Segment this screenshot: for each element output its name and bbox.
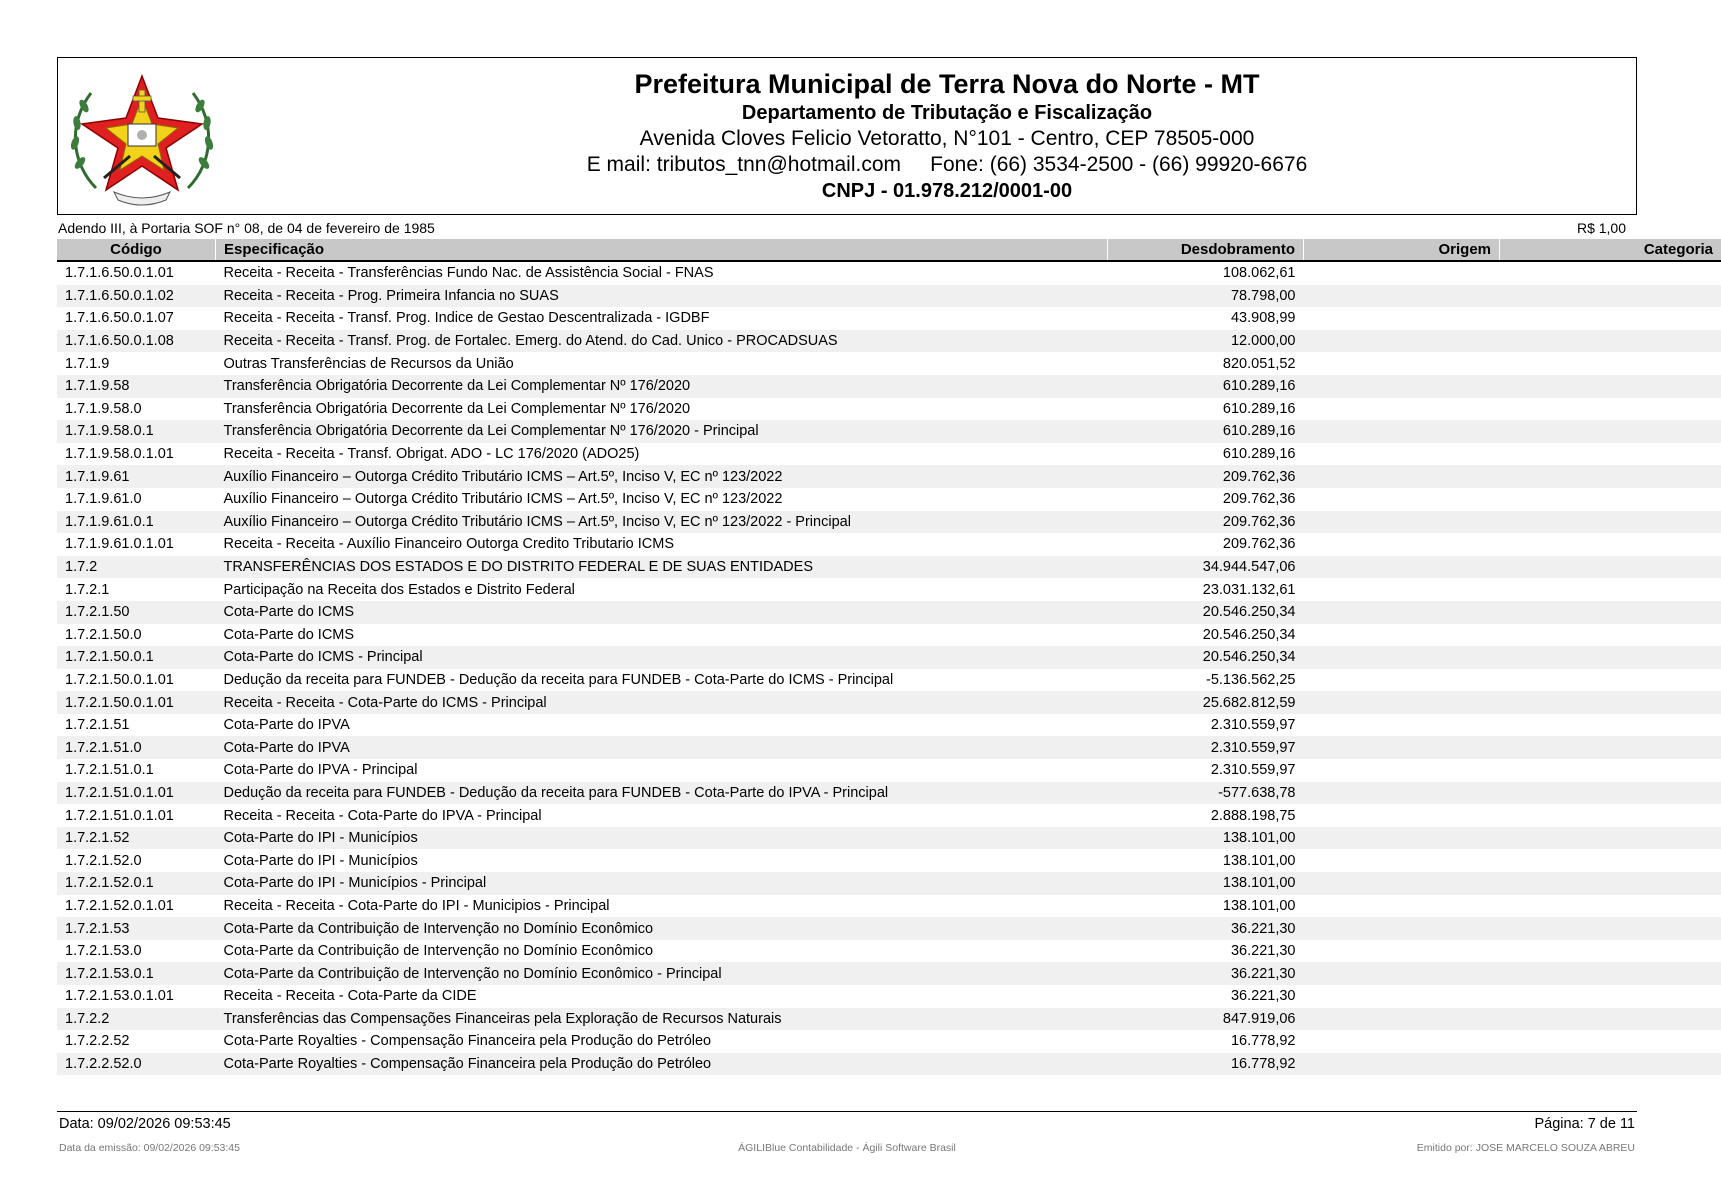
- cell-categoria: [1500, 940, 1721, 963]
- cell-especificacao: Auxílio Financeiro – Outorga Crédito Tributário ICMS – Art.5º, Inciso V, EC nº 123/2022: [223, 491, 783, 508]
- report-header: [57, 57, 1637, 215]
- cell-codigo: 1.7.2: [57, 556, 216, 579]
- cell-categoria: [1500, 895, 1721, 918]
- cell-desdobramento: 138.101,00: [1222, 852, 1296, 869]
- cell-codigo: 1.7.2.1.52.0: [65, 852, 142, 869]
- cell-categoria: [1500, 917, 1721, 940]
- cell-desdobramento: 138.101,00: [1108, 872, 1304, 895]
- cell-desdobramento: 847.919,06: [1108, 1008, 1304, 1031]
- table-row: [57, 917, 1721, 940]
- cell-desdobramento: 209.762,36: [1222, 536, 1296, 553]
- cell-especificacao: Cota-Parte do IPI - Municípios: [223, 852, 418, 869]
- cell-codigo: 1.7.1.9.58.0.1.01: [65, 446, 174, 463]
- cell-origem: [1304, 420, 1500, 443]
- cell-especificacao: Auxílio Financeiro – Outorga Crédito Tributário ICMS – Art.5º, Inciso V, EC nº 123/2022 - Principal: [216, 511, 1108, 534]
- cell-desdobramento: 610.289,16: [1108, 420, 1304, 443]
- cell-codigo: 1.7.1.9.58.0: [65, 400, 142, 417]
- table-row: [57, 1030, 1721, 1053]
- cell-origem: [1304, 827, 1500, 850]
- cell-especificacao: Receita - Receita - Cota-Parte do IPVA - Principal: [223, 807, 542, 824]
- cell-codigo: 1.7.1.6.50.0.1.02: [57, 285, 216, 308]
- cnpj-line: CNPJ - 01.978.212/0001-00: [821, 180, 1073, 202]
- cell-origem: [1304, 488, 1500, 511]
- cell-especificacao: Transferência Obrigatória Decorrente da Lei Complementar Nº 176/2020: [223, 400, 691, 417]
- table-row: [57, 511, 1721, 534]
- cell-categoria: [1500, 488, 1721, 511]
- cell-origem: [1304, 307, 1500, 330]
- cell-codigo: 1.7.2.1.53.0.1: [57, 962, 216, 985]
- cell-origem: [1304, 736, 1500, 759]
- cell-especificacao: Cota-Parte do ICMS: [223, 626, 355, 643]
- cell-origem: [1304, 511, 1500, 534]
- cell-origem: [1304, 601, 1500, 624]
- table-row: [57, 1008, 1721, 1031]
- cell-categoria: [1500, 285, 1721, 308]
- cell-origem: [1304, 691, 1500, 714]
- cell-desdobramento: 20.546.250,34: [1108, 601, 1304, 624]
- cell-origem: [1304, 1008, 1500, 1031]
- revenue-table: [57, 239, 1721, 1075]
- cell-especificacao: Receita - Receita - Cota-Parte do IPI - Municipios - Principal: [223, 897, 610, 914]
- cell-desdobramento: 610.289,16: [1222, 446, 1296, 463]
- cell-codigo: 1.7.1.6.50.0.1.01: [65, 265, 174, 282]
- cell-codigo: 1.7.1.6.50.0.1.07: [65, 310, 174, 327]
- cell-origem: [1304, 398, 1500, 421]
- table-row: [57, 285, 1721, 308]
- cell-codigo: 1.7.2.2.52.0: [57, 1053, 216, 1076]
- cell-especificacao: Receita - Receita - Transf. Prog. de Fortalec. Emerg. do Atend. do Cad. Unico - PROCADSUAS: [216, 330, 1108, 353]
- cell-especificacao: Cota-Parte do IPVA: [223, 717, 350, 734]
- cell-especificacao: Receita - Receita - Transferências Fundo Nac. de Assistência Social - FNAS: [223, 265, 714, 282]
- cell-codigo: 1.7.1.9.61.0.1: [57, 511, 216, 534]
- cell-categoria: [1500, 556, 1721, 579]
- cell-categoria: [1500, 375, 1721, 398]
- cell-especificacao: Cota-Parte da Contribuição de Intervenção no Domínio Econômico: [216, 917, 1108, 940]
- currency-unit: R$ 1,00: [1576, 220, 1626, 236]
- table-row: [57, 261, 1721, 285]
- cell-codigo: 1.7.2.1.50: [57, 601, 216, 624]
- cell-especificacao: Transferências das Compensações Financeiras pela Exploração de Recursos Naturais: [216, 1008, 1108, 1031]
- table-row: [57, 669, 1721, 692]
- cell-codigo: 1.7.2.1.50.0: [65, 626, 142, 643]
- cell-origem: [1304, 849, 1500, 872]
- legal-reference: Adendo III, à Portaria SOF n° 08, de 04 de fevereiro de 1985: [58, 220, 435, 236]
- cell-especificacao: Outras Transferências de Recursos da União: [223, 355, 514, 372]
- cell-origem: [1304, 285, 1500, 308]
- cell-codigo: 1.7.1.9: [65, 355, 110, 372]
- table-row: [57, 556, 1721, 579]
- table-row: [57, 736, 1721, 759]
- cell-origem: [1304, 714, 1500, 737]
- table-row: [57, 646, 1721, 669]
- page-footer: [57, 1111, 1637, 1134]
- cell-origem: [1304, 940, 1500, 963]
- cell-origem: [1304, 261, 1500, 285]
- column-header-especificacao: Especificação: [216, 239, 1108, 261]
- software-credit: ÁGILIBlue Contabilidade - Ágili Software Brasil: [738, 1142, 956, 1154]
- table-row: [57, 962, 1721, 985]
- table-row: [57, 714, 1721, 737]
- cell-categoria: [1500, 1030, 1721, 1053]
- cell-codigo: 1.7.2.1.50.0.1.01: [65, 671, 174, 688]
- table-row: [57, 601, 1721, 624]
- cell-desdobramento: 209.762,36: [1222, 491, 1296, 508]
- cell-desdobramento: -577.638,78: [1108, 782, 1304, 805]
- cell-desdobramento: 36.221,30: [1230, 988, 1296, 1005]
- cell-desdobramento: 78.798,00: [1108, 285, 1304, 308]
- table-row: [57, 940, 1721, 963]
- department-name: Departamento de Tributação e Fiscalização: [741, 102, 1153, 124]
- cell-origem: [1304, 962, 1500, 985]
- report-subheader: [58, 219, 1626, 237]
- cell-categoria: [1500, 624, 1721, 647]
- cell-codigo: 1.7.1.9.58: [57, 375, 216, 398]
- cell-desdobramento: 20.546.250,34: [1108, 646, 1304, 669]
- table-row: [57, 872, 1721, 895]
- cell-origem: [1304, 1030, 1500, 1053]
- cell-codigo: 1.7.1.9.61.0: [65, 491, 142, 508]
- cell-desdobramento: 209.762,36: [1108, 511, 1304, 534]
- cell-categoria: [1500, 307, 1721, 330]
- table-row: [57, 420, 1721, 443]
- cell-desdobramento: 34.944.547,06: [1108, 556, 1304, 579]
- cell-desdobramento: 20.546.250,34: [1202, 626, 1296, 643]
- cell-desdobramento: 43.908,99: [1230, 310, 1296, 327]
- table-row: [57, 465, 1721, 488]
- table-row: [57, 985, 1721, 1008]
- table-row: [57, 759, 1721, 782]
- cell-categoria: [1500, 736, 1721, 759]
- cell-especificacao: Cota-Parte do IPI - Municípios - Principal: [216, 872, 1108, 895]
- cell-categoria: [1500, 782, 1721, 805]
- cell-categoria: [1500, 511, 1721, 534]
- cell-categoria: [1500, 691, 1721, 714]
- cell-desdobramento: 108.062,61: [1222, 265, 1296, 282]
- cell-codigo: 1.7.2.1.51.0.1: [65, 762, 154, 779]
- cell-categoria: [1500, 1008, 1721, 1031]
- cell-codigo: 1.7.2.1.52.0.1: [57, 872, 216, 895]
- coat-of-arms-icon: [66, 68, 218, 206]
- table-row: [57, 488, 1721, 511]
- cell-especificacao: Cota-Parte do IPVA - Principal: [223, 762, 418, 779]
- table-row: [57, 443, 1721, 466]
- cell-codigo: 1.7.2.1.51.0.1.01: [57, 782, 216, 805]
- cell-desdobramento: 2.310.559,97: [1210, 762, 1296, 779]
- cell-categoria: [1500, 669, 1721, 692]
- cell-especificacao: Cota-Parte da Contribuição de Intervenção no Domínio Econômico: [223, 943, 654, 960]
- cell-desdobramento: 23.031.132,61: [1202, 581, 1296, 598]
- cell-codigo: 1.7.2.1.51.0: [57, 736, 216, 759]
- emission-info: [57, 1142, 1637, 1158]
- cell-origem: [1304, 872, 1500, 895]
- report-date: Data: 09/02/2026 09:53:45: [59, 1116, 231, 1132]
- cell-categoria: [1500, 420, 1721, 443]
- cell-origem: [1304, 759, 1500, 782]
- cell-desdobramento: 36.221,30: [1108, 917, 1304, 940]
- cell-categoria: [1500, 578, 1721, 601]
- cell-categoria: [1500, 759, 1721, 782]
- column-header-desdobramento: Desdobramento: [1108, 239, 1304, 261]
- cell-codigo: 1.7.2.1: [65, 581, 110, 598]
- address-line: Avenida Cloves Felicio Vetoratto, N°101 - Centro, CEP 78505-000: [639, 127, 1255, 150]
- cell-origem: [1304, 646, 1500, 669]
- cell-especificacao: Transferência Obrigatória Decorrente da Lei Complementar Nº 176/2020: [216, 375, 1108, 398]
- table-row: [57, 895, 1721, 918]
- cell-codigo: 1.7.1.9.61.0.1.01: [65, 536, 174, 553]
- cell-origem: [1304, 917, 1500, 940]
- cell-desdobramento: 16.778,92: [1230, 1033, 1296, 1050]
- cell-codigo: 1.7.2.1.53.0.1.01: [65, 988, 174, 1005]
- cell-codigo: 1.7.2.1.50.0.1: [57, 646, 216, 669]
- cell-desdobramento: 2.310.559,97: [1108, 736, 1304, 759]
- cell-categoria: [1500, 398, 1721, 421]
- cell-origem: [1304, 352, 1500, 375]
- cell-especificacao: Receita - Receita - Cota-Parte do ICMS - Principal: [216, 691, 1108, 714]
- cell-categoria: [1500, 1053, 1721, 1076]
- table-row: [57, 398, 1721, 421]
- cell-origem: [1304, 624, 1500, 647]
- table-row: [57, 782, 1721, 805]
- table-row: [57, 624, 1721, 647]
- cell-categoria: [1500, 849, 1721, 872]
- cell-origem: [1304, 782, 1500, 805]
- cell-origem: [1304, 533, 1500, 556]
- cell-especificacao: Receita - Receita - Transf. Obrigat. ADO - LC 176/2020 (ADO25): [223, 446, 640, 463]
- contact-line: E mail: tributos_tnn@hotmail.com Fone: (66) 3534-2500 - (66) 99920-6676: [586, 153, 1308, 176]
- cell-desdobramento: 16.778,92: [1108, 1053, 1304, 1076]
- cell-origem: [1304, 804, 1500, 827]
- cell-desdobramento: 36.221,30: [1230, 943, 1296, 960]
- cell-especificacao: TRANSFERÊNCIAS DOS ESTADOS E DO DISTRITO FEDERAL E DE SUAS ENTIDADES: [216, 556, 1108, 579]
- cell-origem: [1304, 985, 1500, 1008]
- cell-especificacao: Cota-Parte da Contribuição de Intervenção no Domínio Econômico - Principal: [216, 962, 1108, 985]
- cell-especificacao: Participação na Receita dos Estados e Distrito Federal: [223, 581, 575, 598]
- column-header-categoria: Categoria: [1500, 239, 1721, 261]
- cell-categoria: [1500, 352, 1721, 375]
- cell-origem: [1304, 578, 1500, 601]
- cell-especificacao: Receita - Receita - Auxílio Financeiro Outorga Credito Tributario ICMS: [223, 536, 674, 553]
- cell-desdobramento: 610.289,16: [1108, 375, 1304, 398]
- table-row: [57, 849, 1721, 872]
- cell-codigo: 1.7.2.1.51.0.1.01: [65, 807, 174, 824]
- cell-especificacao: Receita - Receita - Cota-Parte da CIDE: [223, 988, 477, 1005]
- cell-codigo: 1.7.2.2.52: [65, 1033, 130, 1050]
- cell-desdobramento: 138.101,00: [1222, 897, 1296, 914]
- cell-categoria: [1500, 962, 1721, 985]
- cell-codigo: 1.7.2.1.53.0: [65, 943, 142, 960]
- cell-codigo: 1.7.2.1.52.0.1.01: [65, 897, 174, 914]
- cell-categoria: [1500, 985, 1721, 1008]
- cell-codigo: 1.7.1.9.61: [57, 465, 216, 488]
- table-row: [57, 827, 1721, 850]
- cell-especificacao: Dedução da receita para FUNDEB - Dedução da receita para FUNDEB - Cota-Parte do IPVA - Principal: [216, 782, 1108, 805]
- emission-date: Data da emissão: 09/02/2026 09:53:45: [59, 1142, 240, 1154]
- cell-especificacao: Cota-Parte do ICMS: [216, 601, 1108, 624]
- table-row: [57, 330, 1721, 353]
- cell-especificacao: Dedução da receita para FUNDEB - Dedução da receita para FUNDEB - Cota-Parte do ICMS - Principal: [223, 671, 894, 688]
- municipality-title: Prefeitura Municipal de Terra Nova do Norte - MT: [634, 69, 1260, 99]
- cell-categoria: [1500, 261, 1721, 285]
- table-row: [57, 691, 1721, 714]
- cell-codigo: 1.7.2.1.52: [57, 827, 216, 850]
- cell-categoria: [1500, 872, 1721, 895]
- cell-categoria: [1500, 714, 1721, 737]
- cell-categoria: [1500, 330, 1721, 353]
- cell-codigo: 1.7.2.1.51: [65, 717, 130, 734]
- cell-especificacao: Cota-Parte do IPI - Municípios: [216, 827, 1108, 850]
- cell-desdobramento: 2.888.198,75: [1210, 807, 1296, 824]
- cell-codigo: 1.7.1.6.50.0.1.08: [57, 330, 216, 353]
- table-row: [57, 578, 1721, 601]
- cell-desdobramento: 610.289,16: [1222, 400, 1296, 417]
- cell-origem: [1304, 330, 1500, 353]
- table-header-row: [57, 239, 1721, 261]
- table-body: [57, 261, 1721, 1075]
- cell-desdobramento: 138.101,00: [1108, 827, 1304, 850]
- cell-categoria: [1500, 533, 1721, 556]
- table-row: [57, 1053, 1721, 1076]
- cell-categoria: [1500, 827, 1721, 850]
- table-row: [57, 804, 1721, 827]
- cell-desdobramento: 2.310.559,97: [1210, 717, 1296, 734]
- cell-codigo: 1.7.2.1.53: [57, 917, 216, 940]
- cell-desdobramento: 36.221,30: [1108, 962, 1304, 985]
- cell-codigo: 1.7.1.9.58.0.1: [57, 420, 216, 443]
- table-row: [57, 375, 1721, 398]
- cell-codigo: 1.7.2.2: [57, 1008, 216, 1031]
- cell-categoria: [1500, 443, 1721, 466]
- table-row: [57, 352, 1721, 375]
- cell-categoria: [1500, 646, 1721, 669]
- cell-desdobramento: 25.682.812,59: [1108, 691, 1304, 714]
- cell-especificacao: Cota-Parte do IPVA: [216, 736, 1108, 759]
- cell-especificacao: Receita - Receita - Transf. Prog. Indice de Gestao Descentralizada - IGDBF: [223, 310, 710, 327]
- cell-origem: [1304, 375, 1500, 398]
- cell-origem: [1304, 895, 1500, 918]
- table-row: [57, 307, 1721, 330]
- cell-desdobramento: -5.136.562,25: [1206, 671, 1296, 688]
- column-header-origem: Origem: [1304, 239, 1500, 261]
- cell-categoria: [1500, 601, 1721, 624]
- cell-codigo: 1.7.2.1.50.0.1.01: [57, 691, 216, 714]
- cell-origem: [1304, 669, 1500, 692]
- cell-especificacao: Cota-Parte do ICMS - Principal: [216, 646, 1108, 669]
- cell-origem: [1304, 465, 1500, 488]
- cell-origem: [1304, 556, 1500, 579]
- column-header-codigo: Código: [57, 239, 216, 261]
- cell-especificacao: Auxílio Financeiro – Outorga Crédito Tributário ICMS – Art.5º, Inciso V, EC nº 123/2022: [216, 465, 1108, 488]
- issued-by: Emitido por: JOSE MARCELO SOUZA ABREU: [1416, 1142, 1635, 1154]
- cell-desdobramento: 820.051,52: [1222, 355, 1296, 372]
- cell-especificacao: Receita - Receita - Prog. Primeira Infancia no SUAS: [216, 285, 1108, 308]
- table-row: [57, 533, 1721, 556]
- cell-origem: [1304, 1053, 1500, 1076]
- cell-desdobramento: 12.000,00: [1108, 330, 1304, 353]
- cell-origem: [1304, 443, 1500, 466]
- cell-categoria: [1500, 804, 1721, 827]
- cell-especificacao: Cota-Parte Royalties - Compensação Financeira pela Produção do Petróleo: [216, 1053, 1108, 1076]
- cell-especificacao: Cota-Parte Royalties - Compensação Financeira pela Produção do Petróleo: [223, 1033, 712, 1050]
- cell-categoria: [1500, 465, 1721, 488]
- page-number: Página: 7 de 11: [1534, 1116, 1635, 1132]
- cell-especificacao: Transferência Obrigatória Decorrente da Lei Complementar Nº 176/2020 - Principal: [216, 420, 1108, 443]
- cell-desdobramento: 209.762,36: [1108, 465, 1304, 488]
